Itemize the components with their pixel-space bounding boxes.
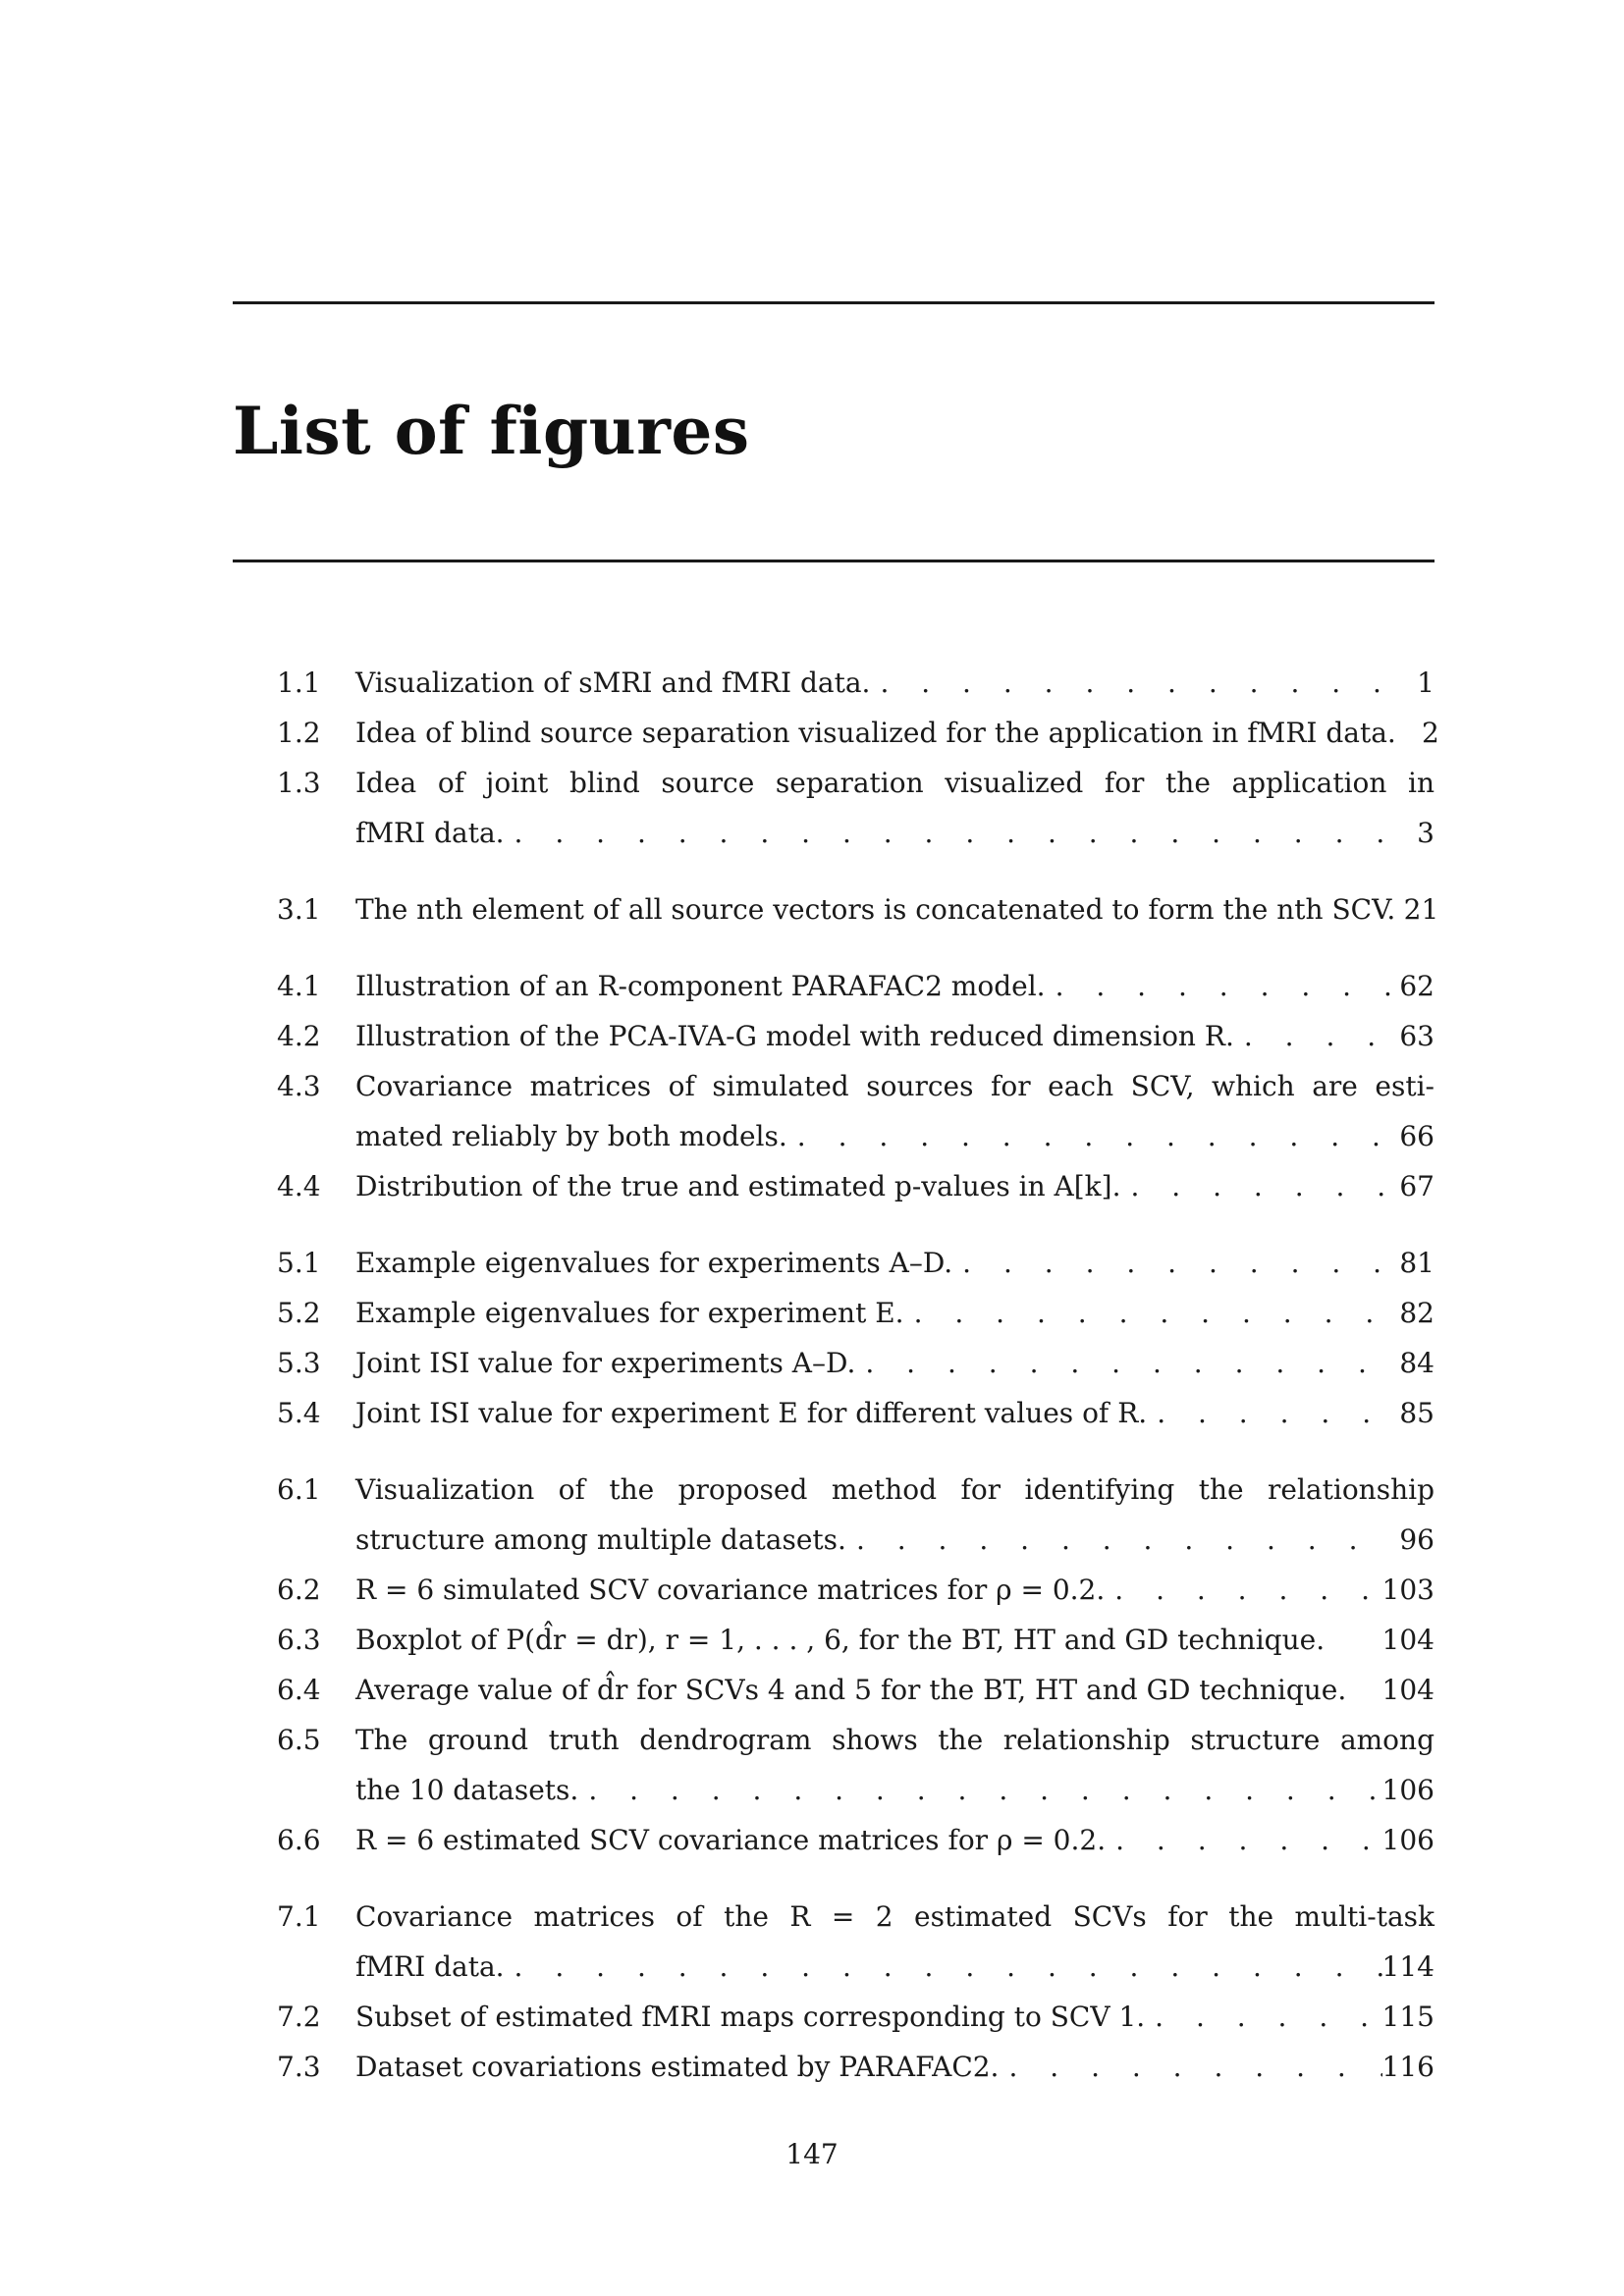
figure-page-number[interactable]: 104 (1381, 1674, 1435, 1706)
figure-number: 1.3 (277, 767, 321, 799)
figure-page-number[interactable]: 3 (1417, 817, 1435, 849)
figure-entry[interactable] (277, 1465, 1435, 1565)
list-of-figures (277, 658, 1439, 2118)
figure-entry[interactable] (277, 1338, 1435, 1388)
dot-leader (904, 1288, 1391, 1338)
figure-caption: The nth element of all source vectors is concatenated to form the nth SCV. (355, 893, 1396, 926)
figure-entry[interactable] (277, 1715, 1435, 1815)
dot-leader (505, 1942, 1382, 1992)
figure-caption: Visualization of the proposed method for identifying the relationship (355, 1473, 1435, 1506)
figure-caption: Idea of joint blind source separation visualized for the application in (355, 767, 1435, 799)
figure-entry[interactable] (277, 1565, 1435, 1615)
figure-page-number[interactable]: 116 (1381, 2051, 1435, 2083)
figure-caption: Idea of blind source separation visualized for the application in fMRI data. (355, 717, 1396, 749)
figure-number: 4.2 (277, 1020, 321, 1052)
figure-entry[interactable] (277, 961, 1435, 1011)
figure-number: 6.1 (277, 1473, 321, 1506)
dot-leader (1120, 1161, 1391, 1211)
figure-entry[interactable] (277, 1892, 1435, 1992)
figure-entry[interactable] (277, 1815, 1435, 1865)
figure-number: 1.2 (277, 717, 321, 749)
figure-page-number[interactable]: 81 (1399, 1247, 1435, 1279)
figure-entry[interactable] (277, 708, 1439, 758)
figure-number: 5.3 (277, 1347, 321, 1379)
figure-entry[interactable] (277, 1011, 1435, 1061)
dot-leader (1145, 1992, 1381, 2042)
dot-leader (1105, 1565, 1381, 1615)
dot-leader (846, 1515, 1391, 1565)
figure-caption: fMRI data. (355, 817, 505, 849)
figure-caption: Visualization of sMRI and fMRI data. (355, 667, 871, 699)
figure-page-number[interactable]: 67 (1399, 1170, 1435, 1202)
dot-leader (1046, 961, 1391, 1011)
figure-page-number[interactable]: 106 (1381, 1774, 1435, 1806)
figure-number: 5.4 (277, 1397, 321, 1429)
figure-caption: The ground truth dendrogram shows the relationship structure among (355, 1724, 1435, 1756)
figure-group (277, 1465, 1435, 1865)
dot-leader (1147, 1388, 1391, 1438)
top-rule (233, 301, 1435, 304)
figure-number: 4.4 (277, 1170, 321, 1202)
figure-entry[interactable] (277, 1665, 1435, 1715)
figure-entry[interactable] (277, 1388, 1435, 1438)
dot-leader (870, 658, 1391, 708)
figure-caption: Distribution of the true and estimated p-values in A[k]. (355, 1170, 1121, 1202)
figure-caption: Joint ISI value for experiments A–D. (355, 1347, 856, 1379)
figure-page-number[interactable]: 66 (1399, 1120, 1435, 1152)
figure-group (277, 1238, 1435, 1438)
figure-page-number[interactable]: 104 (1381, 1624, 1435, 1656)
figure-page-number[interactable]: 2 (1422, 717, 1439, 749)
dot-leader (999, 2042, 1381, 2092)
figure-caption: Example eigenvalues for experiment E. (355, 1297, 904, 1329)
figure-group (277, 961, 1435, 1211)
dot-leader (855, 1338, 1391, 1388)
figure-page-number[interactable]: 103 (1381, 1574, 1435, 1606)
figure-caption: Example eigenvalues for experiments A–D. (355, 1247, 953, 1279)
figure-entry[interactable] (277, 1288, 1435, 1338)
figure-caption: Average value of d̂r for SCVs 4 and 5 for the BT, HT and GD technique. (355, 1674, 1347, 1706)
figure-entry[interactable] (277, 1992, 1435, 2042)
figure-caption: mated reliably by both models. (355, 1120, 787, 1152)
figure-page-number[interactable]: 115 (1381, 2001, 1435, 2033)
dot-leader (578, 1765, 1381, 1815)
figure-number: 4.3 (277, 1070, 321, 1102)
figure-caption: Illustration of an R-component PARAFAC2 model. (355, 970, 1046, 1002)
figure-page-number[interactable]: 21 (1403, 893, 1439, 926)
figure-group (277, 884, 1439, 934)
figure-number: 7.3 (277, 2051, 321, 2083)
figure-group (277, 1892, 1435, 2092)
figure-caption: the 10 datasets. (355, 1774, 579, 1806)
page-title: List of figures (233, 393, 750, 469)
figure-caption: Dataset covariations estimated by PARAFAC2. (355, 2051, 1000, 2083)
figure-page-number[interactable]: 62 (1399, 970, 1435, 1002)
figure-page-number[interactable]: 84 (1399, 1347, 1435, 1379)
figure-number: 7.2 (277, 2001, 321, 2033)
figure-number: 6.4 (277, 1674, 321, 1706)
dot-leader (952, 1238, 1391, 1288)
figure-number: 3.1 (277, 893, 321, 926)
dot-leader (1234, 1011, 1391, 1061)
figure-caption: R = 6 estimated SCV covariance matrices for ρ = 0.2. (355, 1824, 1107, 1856)
figure-caption: fMRI data. (355, 1950, 505, 1983)
dot-leader (505, 808, 1391, 858)
figure-caption: Joint ISI value for experiment E for different values of R. (355, 1397, 1148, 1429)
figure-page-number[interactable]: 85 (1399, 1397, 1435, 1429)
figure-number: 5.2 (277, 1297, 321, 1329)
dot-leader (1106, 1815, 1381, 1865)
figure-group (277, 658, 1439, 858)
title-rule (233, 560, 1435, 562)
figure-page-number[interactable]: 82 (1399, 1297, 1435, 1329)
figure-page-number[interactable]: 1 (1417, 667, 1435, 699)
figure-entry[interactable] (277, 1061, 1435, 1161)
figure-number: 6.6 (277, 1824, 321, 1856)
figure-caption: Illustration of the PCA-IVA-G model with reduced dimension R. (355, 1020, 1234, 1052)
figure-page-number[interactable]: 106 (1381, 1824, 1435, 1856)
figure-caption: Subset of estimated fMRI maps corresponding to SCV 1. (355, 2001, 1146, 2033)
figure-number: 4.1 (277, 970, 321, 1002)
figure-number: 1.1 (277, 667, 321, 699)
figure-entry[interactable] (277, 2042, 1435, 2092)
figure-caption: R = 6 simulated SCV covariance matrices for ρ = 0.2. (355, 1574, 1106, 1606)
figure-caption: Covariance matrices of the R = 2 estimated SCVs for the multi-task (355, 1900, 1435, 1933)
figure-entry[interactable] (277, 884, 1439, 934)
figure-caption: Covariance matrices of simulated sources for each SCV, which are esti- (355, 1070, 1435, 1102)
figure-caption: structure among multiple datasets. (355, 1523, 846, 1556)
figure-number: 6.3 (277, 1624, 321, 1656)
figure-caption: Boxplot of P(d̂r = dr), r = 1, . . . , 6, for the BT, HT and GD technique. (355, 1624, 1326, 1656)
figure-page-number[interactable]: 96 (1399, 1523, 1435, 1556)
page-number: 147 (785, 2138, 839, 2170)
figure-entry[interactable] (277, 658, 1435, 708)
figure-page-number[interactable]: 114 (1381, 1950, 1435, 1983)
figure-number: 5.1 (277, 1247, 321, 1279)
figure-number: 7.1 (277, 1900, 321, 1933)
figure-entry[interactable] (277, 758, 1435, 858)
figure-entry[interactable] (277, 1238, 1435, 1288)
figure-entry[interactable] (277, 1615, 1435, 1665)
figure-number: 6.2 (277, 1574, 321, 1606)
figure-number: 6.5 (277, 1724, 321, 1756)
dot-leader (787, 1111, 1391, 1161)
figure-entry[interactable] (277, 1161, 1435, 1211)
figure-page-number[interactable]: 63 (1399, 1020, 1435, 1052)
